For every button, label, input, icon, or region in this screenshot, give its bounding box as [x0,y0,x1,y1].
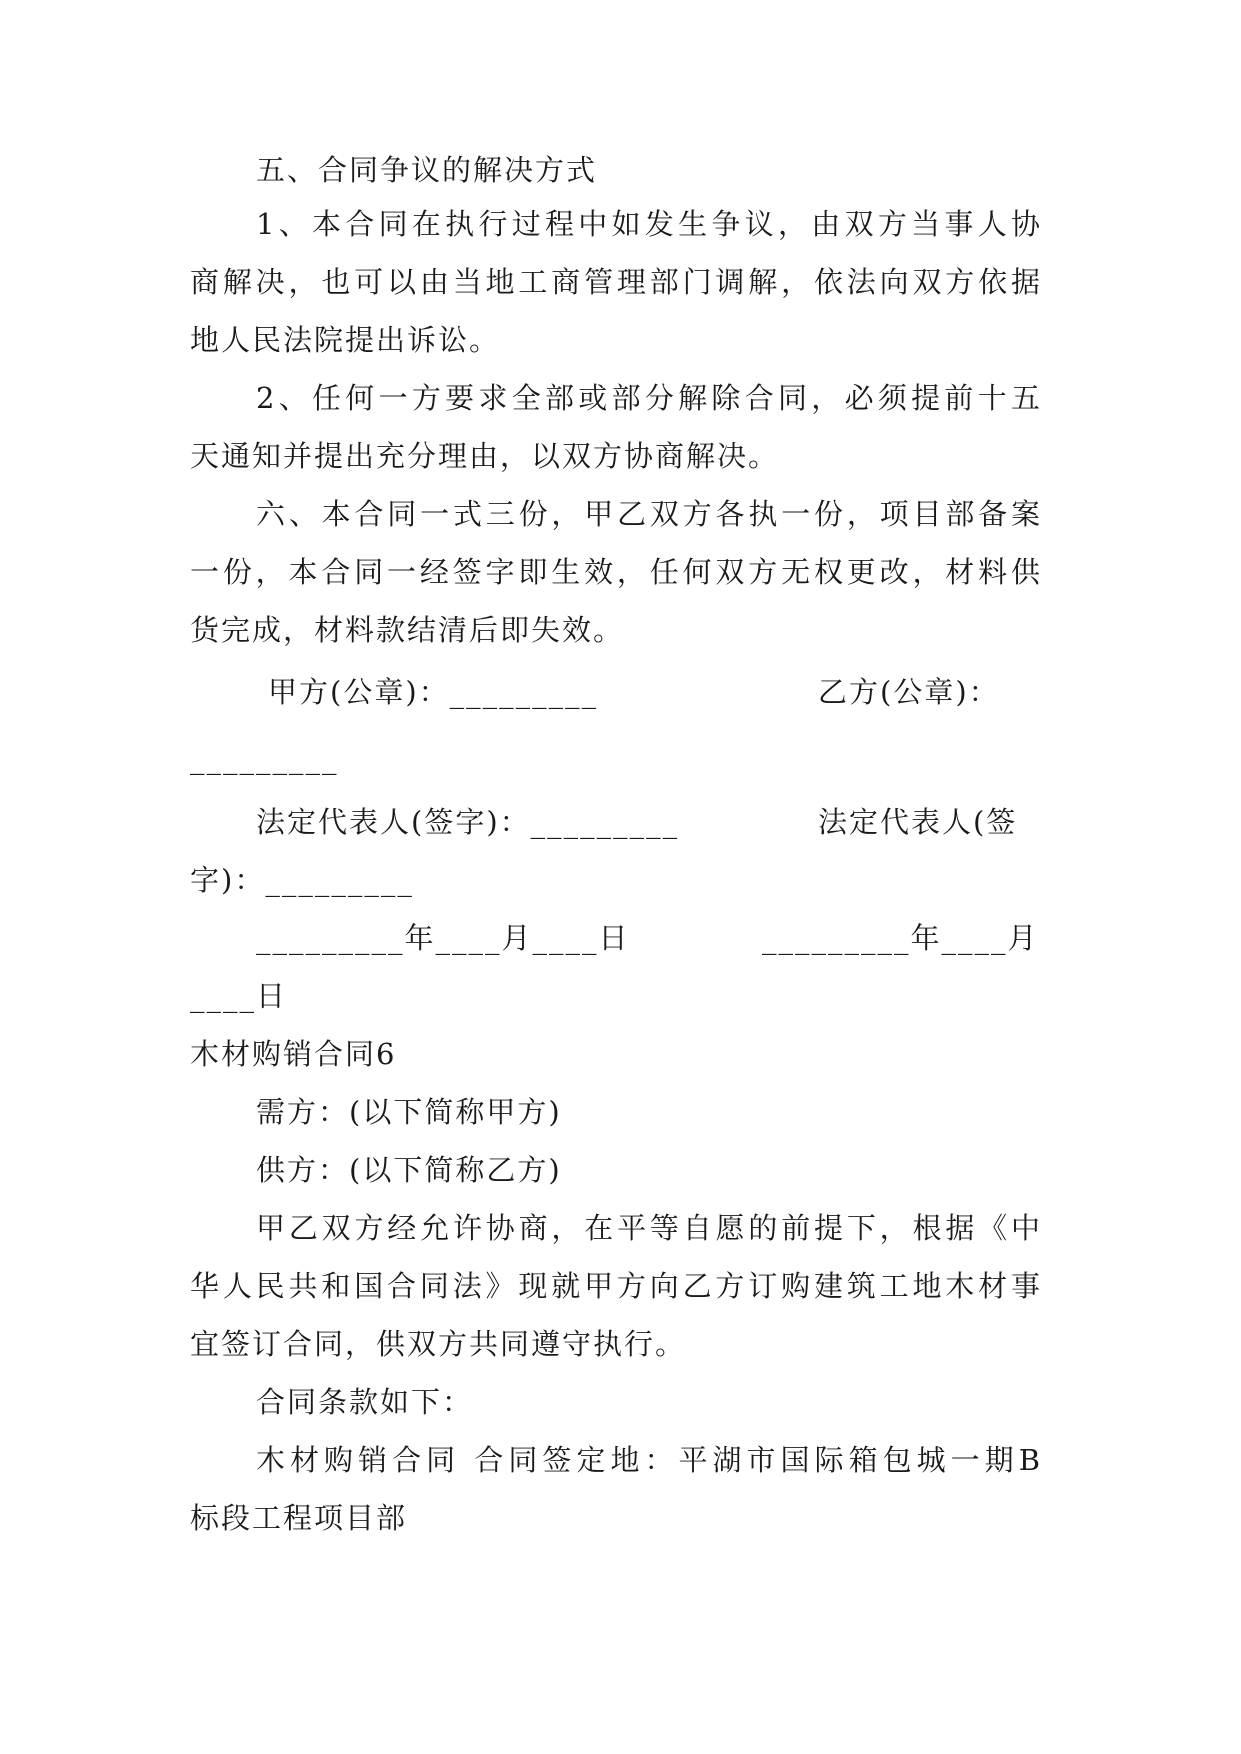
contract-title: 木材购销合同6 [190,1037,397,1071]
party-b-date-field: _________年____月 [762,921,1039,955]
paragraph-line: 甲乙双方经允许协商，在平等自愿的前提下，根据《中 [256,1211,1042,1245]
supplier-line: 供方：(以下简称乙方) [256,1153,562,1187]
paragraph-line: 2、任何一方要求全部或部分解除合同，必须提前十五 [256,381,1042,415]
paragraph-line: 宜签订合同，供双方共同遵守执行。 [190,1327,687,1361]
paragraph-line: 1、本合同在执行过程中如发生争议，由双方当事人协 [256,207,1042,241]
party-b-representative-blank: 字)：_________ [190,863,414,897]
party-a-representative-field: 法定代表人(签字)：_________ [256,805,680,839]
signing-place-line-continued: 标段工程项目部 [190,1501,408,1535]
paragraph-line: 华人民共和国合同法》现就甲方向乙方订购建筑工地木材事 [190,1269,1042,1303]
terms-heading: 合同条款如下： [256,1385,474,1419]
signing-place-line: 木材购销合同 合同签定地：平湖市国际箱包城一期B [256,1443,1042,1477]
paragraph-line: 六、本合同一式三份，甲乙双方各执一份，项目部备案 [256,497,1042,531]
party-b-seal-blank: _________ [190,741,339,775]
party-a-date-field: _________年____月____日 [256,921,630,955]
buyer-line: 需方：(以下简称甲方) [256,1095,562,1129]
party-b-seal-field: 乙方(公章)： [818,675,1000,709]
section-heading-dispute-resolution: 五、合同争议的解决方式 [256,153,598,187]
paragraph-line: 商解决，也可以由当地工商管理部门调解，依法向双方依据 [190,265,1042,299]
paragraph-line: 地人民法院提出诉讼。 [190,323,501,357]
paragraph-line: 一份，本合同一经签字即生效，任何双方无权更改，材料供 [190,555,1042,589]
party-b-representative-field: 法定代表人(签 [818,805,1018,839]
party-b-date-day: ____日 [190,979,288,1013]
paragraph-line: 天通知并提出充分理由，以双方协商解决。 [190,439,780,473]
paragraph-line: 货完成，材料款结清后即失效。 [190,613,625,647]
party-a-seal-field: 甲方(公章)：_________ [268,675,599,709]
